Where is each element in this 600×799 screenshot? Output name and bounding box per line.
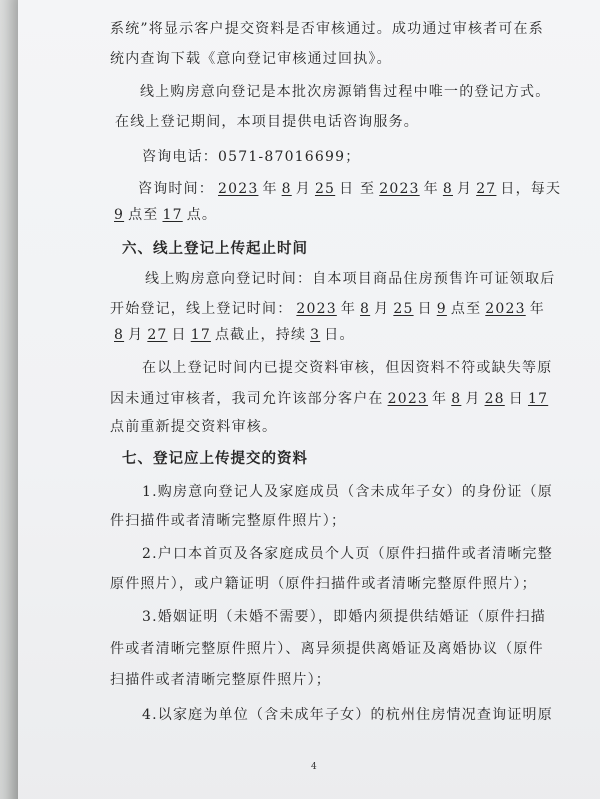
hour: 9 bbox=[436, 301, 447, 317]
text: 年 bbox=[432, 391, 448, 407]
text: 年 bbox=[340, 301, 357, 317]
item-1-line-2: 件扫描件或者清晰完整原件照片）； bbox=[110, 513, 347, 529]
text: 点。 bbox=[186, 207, 218, 223]
text: 点至 bbox=[128, 207, 159, 223]
text: 月 bbox=[465, 391, 481, 407]
day: 27 bbox=[147, 327, 168, 343]
day: 25 bbox=[314, 181, 336, 197]
text: 点至 bbox=[450, 301, 482, 317]
para-1-line-1: 系统”将显示客户提交资料是否审核通过。成功通过审核者可在系 bbox=[110, 21, 544, 37]
month: 8 bbox=[360, 301, 371, 317]
para-1-line-2: 统内查询下载《意向登记审核通过回执》。 bbox=[110, 51, 392, 67]
hour: 17 bbox=[162, 207, 183, 223]
text: 日 bbox=[508, 391, 524, 407]
text: 月 bbox=[374, 301, 390, 317]
para-7-line-3: 点前重新提交资料审核。 bbox=[110, 419, 278, 435]
day: 27 bbox=[476, 181, 497, 197]
hour: 9 bbox=[114, 207, 125, 223]
item-3-line-3: 扫描件或者清晰完整原件照片）； bbox=[110, 672, 331, 688]
para-6-line-2 bbox=[110, 298, 545, 318]
item-1-line-1: 1.购房意向登记人及家庭成员（含未成年子女）的身份证（原 bbox=[142, 484, 553, 500]
para-6-line-1: 线上购房意向登记时间：自本项目商品住房预售许可证领取后 bbox=[145, 271, 556, 287]
month: 8 bbox=[114, 327, 125, 343]
day: 25 bbox=[393, 301, 414, 317]
para-7-line-1: 在以上登记时间内已提交资料审核，但因资料不符或缺失等原 bbox=[142, 360, 553, 376]
hour: 17 bbox=[527, 391, 549, 407]
text: 月 bbox=[456, 181, 473, 197]
item-3-line-1: 3.婚姻证明（未婚不需要），即婚内须提供结婚证（原件扫描 bbox=[142, 609, 546, 625]
para-3: 在线上登记期间，本项目提供电话咨询服务。 bbox=[115, 114, 419, 130]
text: 日 bbox=[417, 301, 433, 317]
text: 月 bbox=[295, 181, 311, 197]
item-3-line-2: 件或者清晰完整原件照片）、离异须提供离婚证及离婚协议（原件 bbox=[110, 641, 544, 657]
consult-hours-line bbox=[110, 204, 217, 224]
text: 开始登记，线上登记时间： bbox=[110, 301, 293, 317]
section-7-heading: 七、登记应上传提交的资料 bbox=[122, 451, 308, 467]
year: 2023 bbox=[296, 301, 337, 317]
para-6-line-3 bbox=[110, 324, 355, 344]
item-4-line-1: 4.以家庭为单位（含未成年子女）的杭州住房情况查询证明原 bbox=[142, 707, 553, 723]
phone-line: 咨询电话：0571-87016699； bbox=[142, 149, 361, 165]
text: 年 bbox=[529, 301, 545, 317]
day: 28 bbox=[484, 391, 505, 407]
text: 点截止，持续 bbox=[214, 327, 307, 343]
hour: 17 bbox=[190, 327, 211, 343]
text: 日 至 bbox=[339, 181, 376, 197]
text: 因未通过审核者，我司允许该部分客户在 bbox=[110, 391, 384, 407]
page-number: 4 bbox=[311, 762, 318, 772]
year: 2023 bbox=[379, 181, 420, 197]
para-2: 线上购房意向登记是本批次房源销售过程中唯一的登记方式。 bbox=[140, 84, 551, 100]
para-7-line-2 bbox=[110, 388, 552, 408]
consult-label: 咨询时间： bbox=[138, 181, 214, 197]
text: 月 bbox=[128, 327, 144, 343]
item-2-line-2: 原件照片），或户籍证明（原件扫描件或者清晰完整原件照片）； bbox=[110, 576, 537, 592]
month: 8 bbox=[442, 181, 453, 197]
text: 年 bbox=[423, 181, 439, 197]
text: 日，每天 bbox=[500, 181, 562, 197]
month: 8 bbox=[281, 181, 292, 197]
year: 2023 bbox=[485, 301, 526, 317]
section-6-heading: 六、线上登记上传起止时间 bbox=[122, 241, 308, 257]
text: 日。 bbox=[324, 327, 355, 343]
duration-days: 3 bbox=[310, 327, 321, 343]
month: 8 bbox=[451, 391, 462, 407]
text: 年 bbox=[262, 181, 278, 197]
text: 日 bbox=[171, 327, 187, 343]
consult-time-line bbox=[138, 178, 561, 198]
item-2-line-1: 2.户口本首页及各家庭成员个人页（原件扫描件或者清晰完整 bbox=[142, 546, 553, 562]
year: 2023 bbox=[218, 181, 259, 197]
year: 2023 bbox=[387, 391, 429, 407]
